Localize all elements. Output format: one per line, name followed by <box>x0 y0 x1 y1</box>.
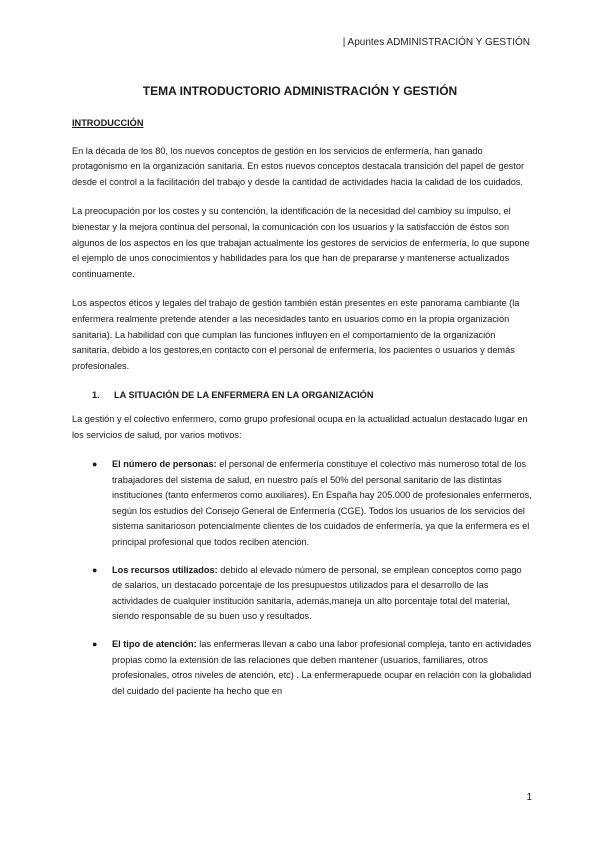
page-title: TEMA INTRODUCTORIO ADMINISTRACIÓN Y GESTIÓN <box>142 84 458 98</box>
list-item-lead: Los recursos utilizados: <box>112 564 218 575</box>
list-item-body: debido al elevado número de personal, se emplean conceptos como pago de salarios, un destacado porcentaje de los presupuestos utilizados para el desarrollo de las actividades de cualquier institución sanitaria, además,maneja un alto porcentaje total del material, siendo responsable de su buen uso y resultados. <box>112 564 522 622</box>
list-item-body: las enfermeras llevan a cabo una labor profesional compleja, tanto en actividades propias como la extensión de las relaciones que deben mantener (usuarios, familiares, otros profesionales, otros niveles de atención, etc) . La enfermerapuede ocupar en relación con la globalidad del cuidado del paciente ha hecho que en <box>112 639 532 696</box>
intro-paragraph: Los aspectos éticos y legales del trabajo de gestión también están presentes en este panorama cambiante (la enfermera realmente pretende atender a las necesidades tanto en usuarios como en la propia organización sanitaria). La habilidad con que cumplan las funciones influyen en el comportamiento de la organización sanitaria, debido a los gestores,en contacto con el personal de enfermería, los pacientes o usuarios y demás profesionales. <box>72 298 520 371</box>
section-intro: La gestión y el colectivo enfermero, como grupo profesional ocupa en la actualidad actualun destacado lugar en los servicios de salud, por varios motivos: <box>72 413 528 440</box>
bullet-list <box>72 457 532 699</box>
bullet-icon: ● <box>92 564 98 575</box>
list-item-lead: El tipo de atención: <box>112 639 197 650</box>
intro-paragraph: La preocupación por los costes y su contención, la identificación de la necesidad del cambioy su impulso, el bienestar y la mejora continua del personal, la comunicación con los usuarios y la satisfacción de éstos son algunos de los aspectos en los que trabajan actualmente los gestores de servicios de enfermería, lo que supone el ejemplo de unos conocimientos y habilidades para los que han de prepararse y mantenerse actualizados continuamente. <box>72 206 530 279</box>
bullet-icon: ● <box>92 459 98 470</box>
list-item <box>72 457 532 551</box>
list-item-text <box>90 563 532 625</box>
intro-paragraph: En la década de los 80, los nuevos conceptos de gestión en los servicios de enfermería, han ganado protagonismo en la organización sanitaria. En estos nuevos conceptos destacala transición del papel de gestor desde el control a la facilitación del trabajo y desde la cantidad de actividades hacia la calidad de los cuidados. <box>72 145 524 187</box>
intro-heading: INTRODUCCIÓN <box>72 118 144 128</box>
list-item-text <box>90 457 532 551</box>
list-item <box>72 637 532 699</box>
document-body <box>72 116 532 711</box>
bullet-icon: ● <box>92 639 98 650</box>
section-title: LA SITUACIÓN DE LA ENFERMERA EN LA ORGANIZACIÓN <box>114 390 374 401</box>
section-number: 1. <box>92 390 100 401</box>
list-item <box>72 563 532 625</box>
list-item-lead: El número de personas: <box>112 459 217 470</box>
list-item-body: el personal de enfermería constituye el colectivo más numeroso total de los trabajadores del sistema de salud, en nuestro país el 50% del personal sanitario de las distintas instituciones (tanto enfermeros como auxiliares). En España hay 205.000 de profesionales enfermeros, según los estudios del Consejo General de Enfermería (CGE). Todos los usuarios de los servicios del sistema sanitarioson potencialmente clientes de los cuidados de enfermería, ya que la enfermera es el principal profesional que todos reciben atención. <box>112 459 532 548</box>
page-number: 1 <box>526 792 532 803</box>
list-item-text <box>90 637 532 699</box>
running-header: | Apuntes ADMINISTRACIÓN Y GESTIÓN <box>342 37 530 48</box>
section-1-heading <box>72 388 532 404</box>
